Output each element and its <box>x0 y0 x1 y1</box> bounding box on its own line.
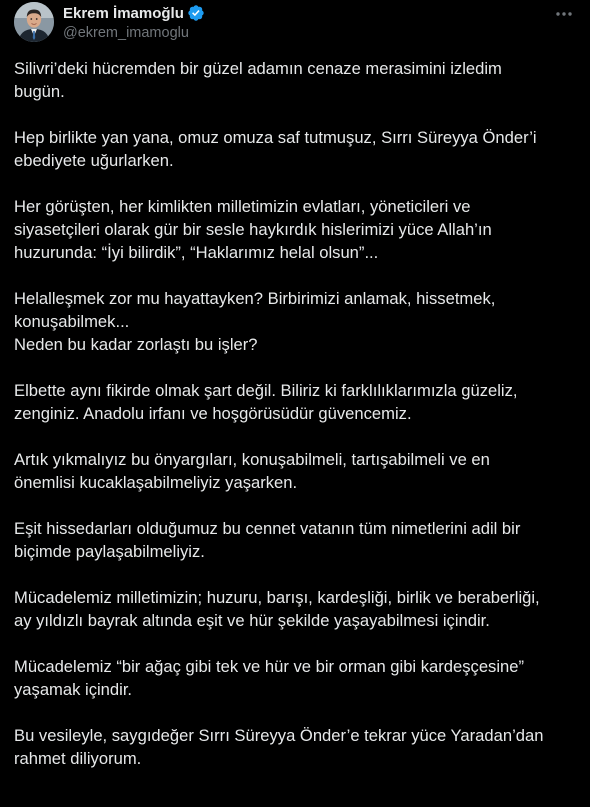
tweet-paragraph: Bu vesileyle, saygıdeğer Sırrı Süreyya Önder’e tekrar yüce Yaradan’dan rahmet diliyorum. <box>14 726 544 768</box>
tweet-paragraph: Helalleşmek zor mu hayattayken? Birbirimizi anlamak, hissetmek, konuşabilmek... Neden bu kadar zorlaştı bu işler? <box>14 289 496 354</box>
author-handle[interactable]: @ekrem_imamoglu <box>63 25 189 41</box>
tweet-paragraph: Hep birlikte yan yana, omuz omuza saf tutmuşuz, Sırrı Süreyya Önder’i ebediyete uğurlarken. <box>14 128 537 170</box>
avatar[interactable] <box>14 2 54 42</box>
display-name[interactable]: Ekrem İmamoğlu <box>63 4 184 22</box>
tweet-paragraph: Eşit hissedarları olduğumuz bu cennet vatanın tüm nimetlerini adil bir biçimde paylaşabilmeliyiz. <box>14 519 521 561</box>
tweet-paragraph: Silivri’deki hücremden bir güzel adamın cenaze merasimini izledim bugün. <box>14 59 502 101</box>
tweet-text <box>14 57 576 793</box>
name-row <box>63 3 205 23</box>
author-info <box>63 3 205 41</box>
tweet-paragraph: Artık yıkmalıyız bu önyargıları, konuşabilmeli, tartışabilmeli ve en önemlisi kucaklaşabilmeliyiz yaşarken. <box>14 450 490 492</box>
avatar-image <box>14 2 54 42</box>
tweet-paragraph: Elbette aynı fikirde olmak şart değil. Biliriz ki farklılıklarımızla güzeliz, zenginiz. Anadolu irfanı ve hoşgörüsüdür güvencemiz. <box>14 381 518 423</box>
tweet-header <box>14 0 576 48</box>
tweet-paragraph: Her görüşten, her kimlikten milletimizin evlatları, yöneticileri ve siyasetçileri olarak gür bir sesle haykırdık hislerimizi yüce Allah’ın huzurunda: “İyi bilirdik”, “Haklarımız helal olsun”... <box>14 197 492 262</box>
more-options-button[interactable] <box>552 4 576 24</box>
verified-badge-icon[interactable] <box>187 4 205 22</box>
tweet-paragraph: Mücadelemiz milletimizin; huzuru, barışı, kardeşliği, birlik ve beraberliği, ay yıldızlı bayrak altında eşit ve hür şekilde yaşayabilmesi içindir. <box>14 588 540 630</box>
tweet-paragraph: Mücadelemiz “bir ağaç gibi tek ve hür ve bir orman gibi kardeşçesine” yaşamak içindir. <box>14 657 525 699</box>
more-horizontal-icon <box>554 4 574 24</box>
